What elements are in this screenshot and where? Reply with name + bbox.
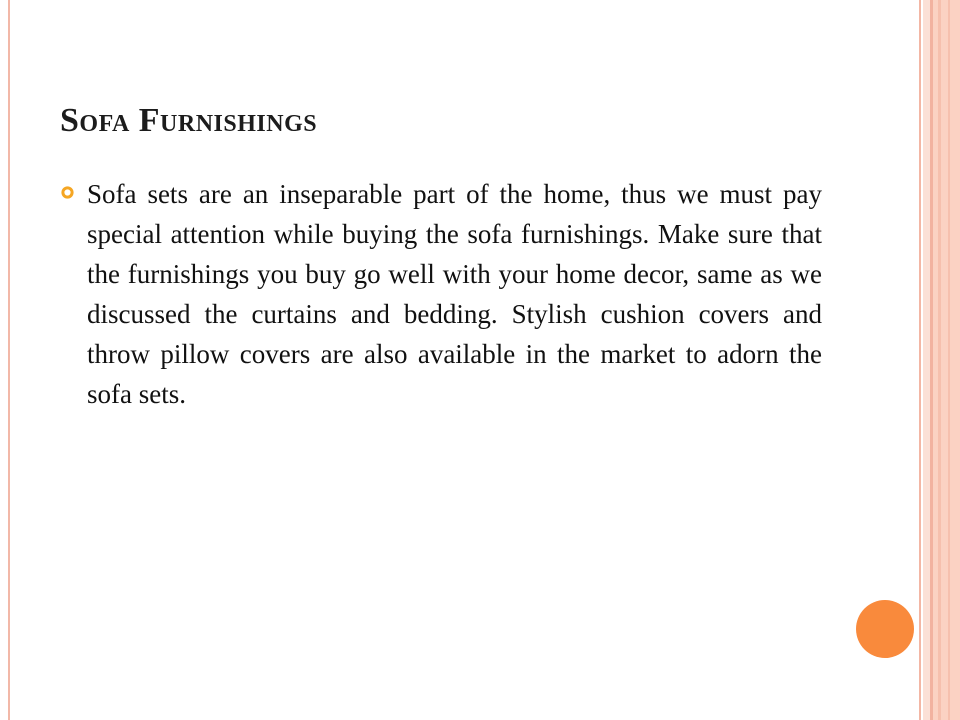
right-stripe — [948, 0, 950, 720]
bullet-text: Sofa sets are an inseparable part of the home, thus we must pay special attention while buying the sofa furnishings. Make sure that the furnishings you buy go well with your home decor, same as we discussed the curtains and bedding. Stylish cushion covers and throw pillow covers are also available in the market to adorn the sofa sets. — [87, 179, 822, 409]
right-stripe — [923, 0, 930, 720]
right-stripe — [938, 0, 941, 720]
slide-title: Sofa Furnishings — [60, 102, 318, 139]
left-border-line — [8, 0, 10, 720]
orange-circle-decoration — [856, 600, 914, 658]
ring-bullet-icon — [61, 186, 74, 199]
right-stripe — [919, 0, 921, 720]
